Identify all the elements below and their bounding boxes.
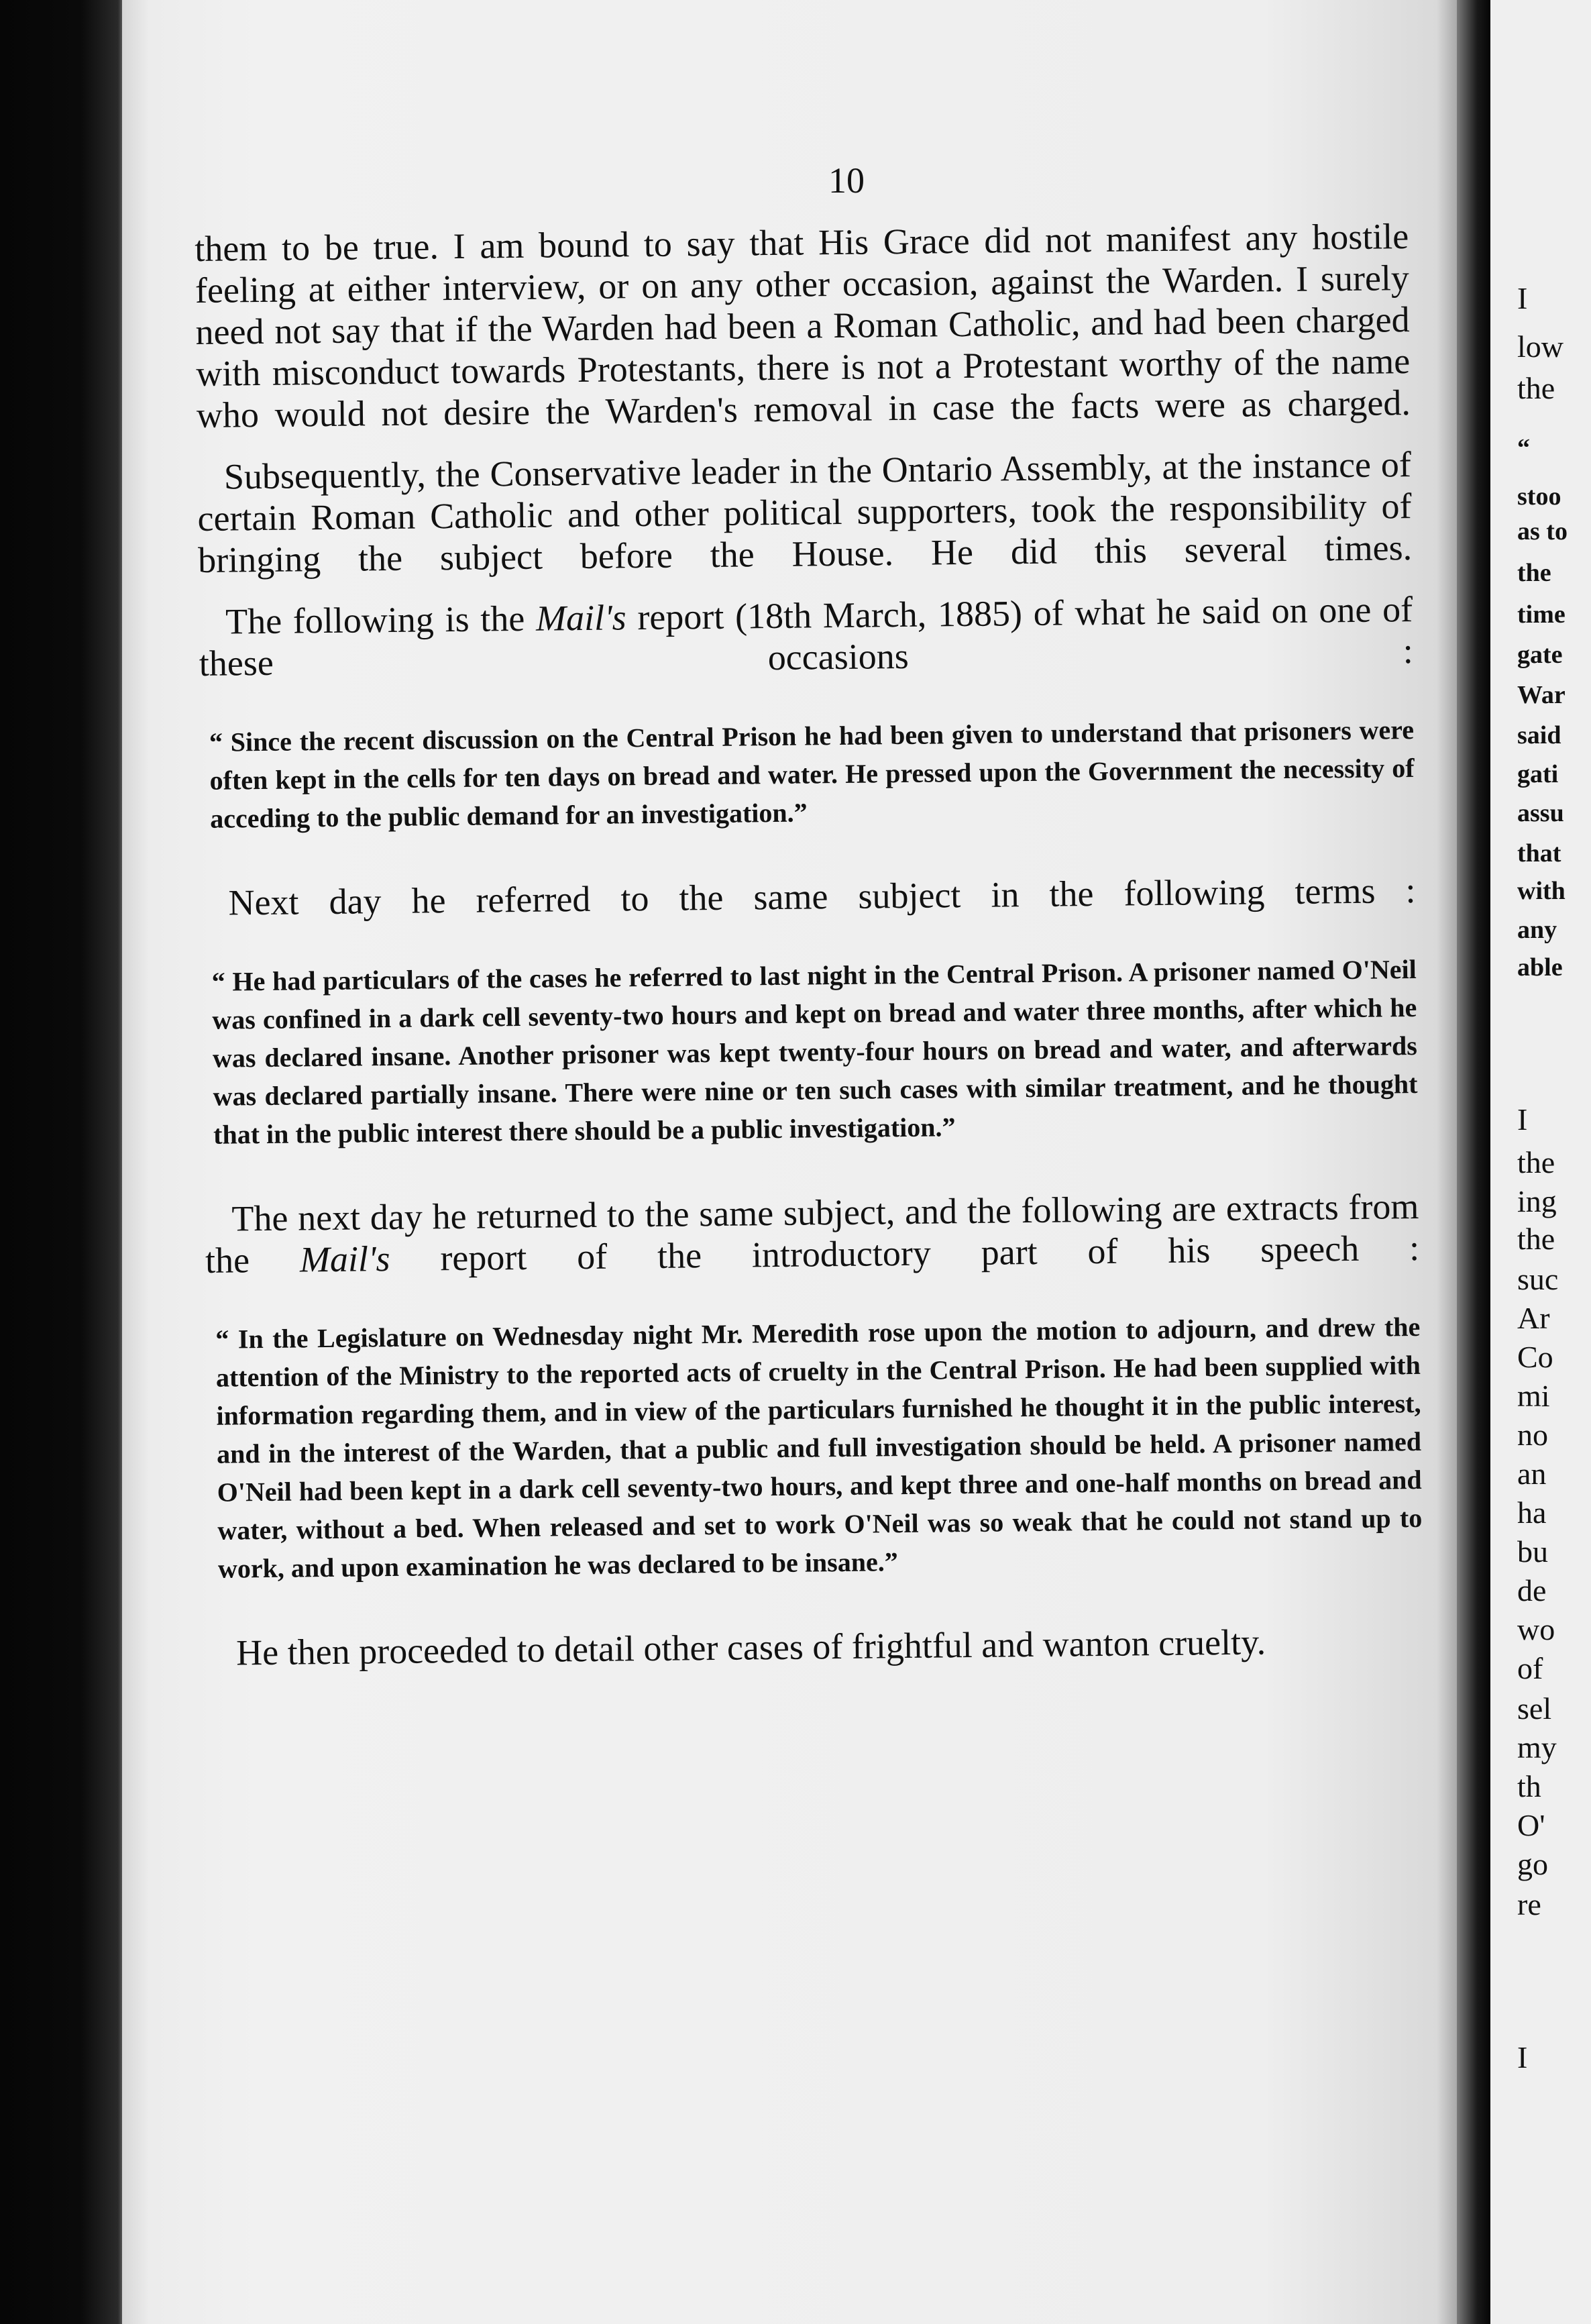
adjacent-page-line: ha: [1517, 1495, 1547, 1530]
adjacent-page-line: “: [1517, 434, 1530, 462]
adjacent-page-line: assu: [1517, 799, 1564, 827]
adjacent-page-line: War: [1517, 681, 1566, 709]
adjacent-page-line: mi: [1517, 1379, 1550, 1413]
paragraph-6: He then proceeded to detail other cases of frightful and wanton cruelty.: [235, 1622, 1266, 1673]
adjacent-page-line: sel: [1517, 1691, 1552, 1726]
adjacent-page-line: the: [1517, 559, 1551, 587]
adjacent-page-line: the: [1517, 1145, 1555, 1179]
adjacent-page-line: able: [1517, 953, 1563, 982]
adjacent-page-line: go: [1517, 1847, 1548, 1881]
adjacent-page-line: gate: [1517, 641, 1563, 669]
adjacent-page-line: th: [1517, 1769, 1541, 1803]
adjacent-page-line: no: [1517, 1418, 1548, 1452]
adjacent-page-line: low: [1517, 329, 1563, 364]
adjacent-page-line: ing: [1517, 1184, 1557, 1218]
adjacent-page-line: re: [1517, 1887, 1541, 1921]
adjacent-page-line: I: [1517, 281, 1528, 315]
adjacent-page-line: my: [1517, 1730, 1557, 1764]
paragraph-1: them to be true. I am bound to say that His Grace did not manifest any hostile feeling at either interview, or on any other occasion, against the Warden. I surely need not say that if the Warden had been a Roman Catholic, and had been charged with misconduct towards Protestants, there is not a Protestant worthy of the name who would not desire the Warden's removal in case the facts were as charged.: [195, 216, 1411, 435]
quote-1: “ Since the recent discussion on the Central Prison he had been given to understand that prisoners were often kept in the cells for ten days on bread and water. He pressed upon the Government the necessity of acceding to the public demand for an investigation.”: [209, 715, 1415, 834]
newspaper-name: Mail's: [299, 1238, 390, 1280]
book-gutter: [1457, 0, 1490, 2324]
paragraph-5: The next day he returned to the same subject, and the following are extracts from the Mail's report of the introductory part of his speech :: [205, 1185, 1420, 1281]
adjacent-page-line: said: [1517, 721, 1561, 749]
adjacent-page-line: wo: [1517, 1612, 1555, 1646]
adjacent-page-line: an: [1517, 1457, 1547, 1491]
left-margin-strip: [0, 0, 122, 2324]
paragraph-4: Next day he referred to the same subject in the following terms :: [228, 869, 1416, 923]
adjacent-page-line: of: [1517, 1651, 1543, 1685]
paragraph-3: The following is the Mail's report (18th March, 1885) of what he said on one of these occasions :: [199, 589, 1414, 684]
adjacent-page-line: de: [1517, 1573, 1547, 1607]
adjacent-page-line: as to: [1517, 517, 1568, 545]
adjacent-page-line: I: [1517, 1102, 1528, 1137]
adjacent-page-line: that: [1517, 839, 1561, 867]
adjacent-page-line: time: [1517, 600, 1566, 629]
adjacent-page-line: suc: [1517, 1262, 1559, 1296]
adjacent-page-line: the: [1517, 1222, 1555, 1256]
adjacent-page-line: any: [1517, 916, 1557, 944]
adjacent-page-line: O': [1517, 1808, 1545, 1842]
quote-2: “ He had particulars of the cases he referred to last night in the Central Prison. A prisoner named O'Neil was confined in a dark cell seventy-two hours and kept on bread and water three months, after which he was declared insane. Another prisoner was kept twenty-four hours on bread and water, and afterwards was declared partially insane. There were nine or ten such cases with similar treatment, and he thought that in the public interest there should be a public investigation.”: [211, 953, 1418, 1150]
paragraph-2: Subsequently, the Conservative leader in the Ontario Assembly, at the instance of certain Roman Catholic and other political supporters, took the responsibility of bringing the subject before the House. He did this several times.: [197, 444, 1413, 580]
quote-3: “ In the Legislature on Wednesday night Mr. Meredith rose upon the motion to adjourn, and drew the attention of the Ministry to the reported acts of cruelty in the Central Prison. He had been supplied with information regarding them, and in view of the particulars furnished he thought it in the public interest, and in the interest of the Warden, that a public and full investigation should be held. A prisoner named O'Neil had been kept in a dark cell seventy-two hours, and kept three and one-half months on bread and water, without a bed. When released and set to work O'Neil was so weak that he could not stand up to work, and upon examination he was declared to be insane.”: [215, 1311, 1423, 1584]
adjacent-page-line: gati: [1517, 760, 1559, 788]
adjacent-page-line: the: [1517, 371, 1555, 405]
adjacent-page-line: with: [1517, 877, 1566, 905]
newspaper-name: Mail's: [535, 597, 626, 639]
page-number: 10: [828, 160, 865, 201]
adjacent-page-line: Co: [1517, 1340, 1553, 1374]
page-body: [195, 215, 1423, 1674]
adjacent-page-line: bu: [1517, 1534, 1548, 1569]
adjacent-page-line: stoo: [1517, 482, 1561, 511]
adjacent-page-line: Ar: [1517, 1301, 1550, 1335]
adjacent-page-line: I: [1517, 2040, 1528, 2074]
